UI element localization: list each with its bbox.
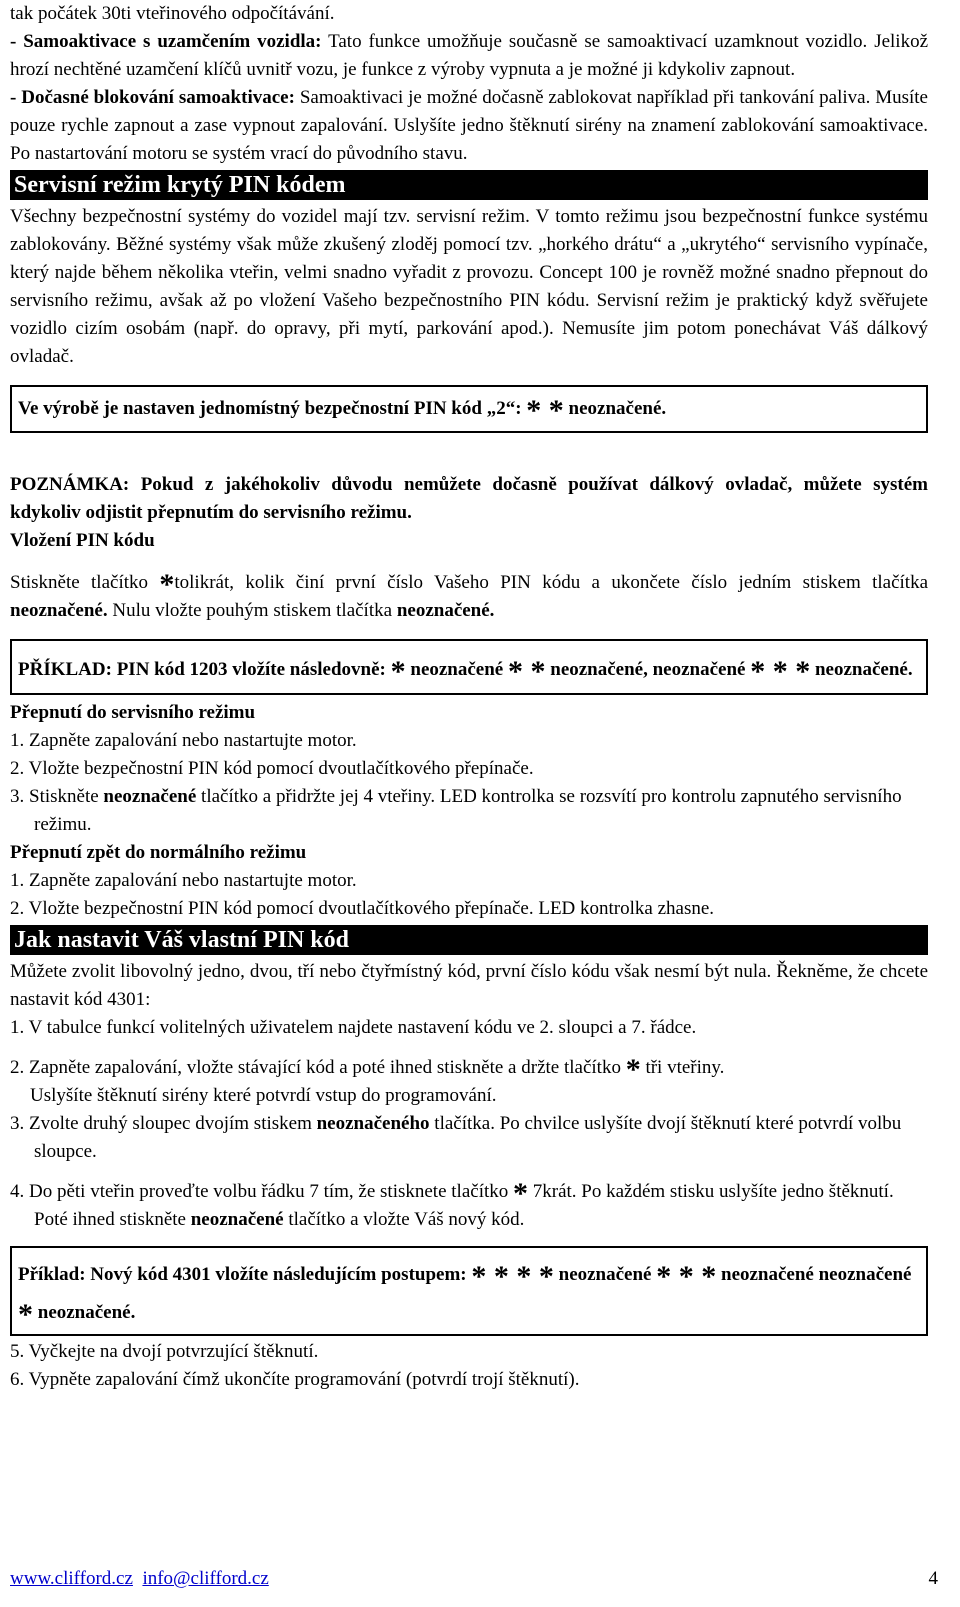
to-normal-title: Přepnutí zpět do normálního režimu <box>10 842 307 863</box>
star-symbol: * <box>513 1177 528 1210</box>
to-service-step-1: 1. Zapněte zapalování nebo nastartujte motor. <box>10 730 357 751</box>
step4-c: tlačítko a vložte Váš nový kód. <box>283 1209 525 1230</box>
autolock-paragraph <box>10 28 928 84</box>
to-service-3a: 3. Stiskněte <box>10 786 104 807</box>
block-title: - Dočasné blokování samoaktivace: <box>10 87 295 108</box>
step4-a: 4. Do pěti vteřin proveďte volbu řádku 7 tím, že stisknete tlačítko <box>10 1181 513 1202</box>
page-footer <box>10 1566 938 1592</box>
own-pin-step-2 <box>10 1053 928 1086</box>
service-body: Všechny bezpečnostní systémy do vozidel mají tzv. servisní režim. V tomto režimu jsou bezpečnostní funkce systému zablokovány. Běžné systémy však může zkušený zloděj pomocí tzv. „horkého drátu“ a „ukrytého“ servisního vypínače, který najde během několika vteřin, velmi snadno vyřadit z provozu. Concept 100 je rovněž možné snadno přepnout do servisního režimu, avšak až po vložení Vašeho bezpečnostního PIN kódu. Servisní režim je praktický když svěřujete vozidlo cizím osobám (např. do opravy, při mytí, parkování apod.). Nemusíte jim potom ponechávat Váš dálkový ovladač. <box>10 206 928 367</box>
pin-entry-c: Nulu vložte pouhým stiskem tlačítka <box>107 600 397 621</box>
own-pin-step-1: 1. V tabulce funkcí volitelných uživatelem najdete nastavení kódu ve 2. sloupci a 7. řádce. <box>10 1017 697 1038</box>
star-symbol: * <box>390 655 406 688</box>
own-pin-heading: Jak nastavit Váš vlastní PIN kód <box>10 925 928 955</box>
note-paragraph: POZNÁMKA: Pokud z jakéhokoliv důvodu nemůžete dočasně používat dálkový ovladač, můžete systém kdykoliv odjistit přepnutím do servisního režimu. <box>10 474 928 523</box>
autolock-title: - Samoaktivace s uzamčením vozidla: <box>10 31 322 52</box>
factory-pin-box <box>10 385 928 433</box>
own-pin-step-3 <box>10 1110 928 1166</box>
service-heading: Servisní režim krytý PIN kódem <box>10 170 928 200</box>
own-pin-step-4 <box>10 1178 928 1234</box>
pin-entry-a: Stiskněte tlačítko <box>10 572 160 593</box>
factory-pin-text: Ve výrobě je nastaven jednomístný bezpečnostní PIN kód „2“: <box>18 398 527 419</box>
pin-example-box <box>10 639 928 695</box>
page-number: 4 <box>928 1568 938 1589</box>
pin-example-m2: neoznačené, neoznačené <box>545 659 751 680</box>
pin-example-m3: neoznačené. <box>810 659 913 680</box>
step4-b: 7krát. Po každém stisku uslyšíte jedno štěknutí. Poté ihned stiskněte <box>34 1181 894 1230</box>
pin-entry-text <box>10 569 928 625</box>
text-column <box>10 0 928 1394</box>
star-symbol: * <box>625 1053 641 1086</box>
step2-b: tři vteřiny. <box>640 1057 725 1078</box>
star-symbol: * * <box>508 655 546 688</box>
to-service-3b: tlačítko a přidržte jej 4 vteřiny. LED kontrolka se rozsvítí pro kontrolu zapnutého servisního režimu. <box>34 786 902 835</box>
star-symbol: * * * <box>750 655 811 688</box>
pin-entry-neo1: neoznačené. <box>10 600 108 621</box>
new-pin-example-m1: neoznačené <box>553 1264 657 1285</box>
step3-a: 3. Zvolte druhý sloupec dvojím stiskem <box>10 1113 317 1134</box>
new-pin-example-m2: neoznačené neoznačené <box>716 1264 912 1285</box>
step3-b: tlačítka. Po chvilce uslyšíte dvojí štěknutí které potvrdí volbu sloupce. <box>34 1113 902 1162</box>
pin-entry-b: tolikrát, kolik činí první číslo Vašeho PIN kódu a ukončete číslo jedním stiskem tlačítka <box>174 572 928 593</box>
pin-entry-title: Vložení PIN kódu <box>10 530 155 551</box>
block-paragraph <box>10 84 928 168</box>
autolock-text: Tato funkce umožňuje současně se samoaktivací uzamknout vozidlo. Jelikož hrozí nechtěné uzamčení klíčů uvnitř vozu, je funkce z výroby vypnuta a je možné ji kdykoliv zapnout. <box>10 31 929 80</box>
to-service-step-2: 2. Vložte bezpečnostní PIN kód pomocí dvoutlačítkového přepínače. <box>10 758 534 779</box>
pin-example-pre: PŘÍKLAD: PIN kód 1203 vložíte následovně: <box>18 659 391 680</box>
to-normal-step-1: 1. Zapněte zapalování nebo nastartujte motor. <box>10 870 357 891</box>
own-pin-intro: Můžete zvolit libovolný jedno, dvou, tří nebo čtyřmístný kód, první číslo kódu však nesmí být nula. Řekněme, že chcete nastavit kód 4301: <box>10 961 928 1010</box>
new-pin-example-m3: neoznačené. <box>33 1302 136 1323</box>
star-symbol: * * * * <box>471 1260 554 1293</box>
step4-neo: neoznačené <box>190 1209 284 1230</box>
footer-links <box>10 1566 269 1592</box>
email-link[interactable]: info@clifford.cz <box>142 1568 269 1589</box>
pin-example-m1: neoznačené <box>405 659 508 680</box>
block-text: Samoaktivaci je možné dočasně zablokovat například při tankování paliva. Musíte pouze rychle zapnout a zase vypnout zapalování. Uslyšíte jedno štěknutí sirény na znamení zablokování samoaktivace. Po nastartování motoru se systém vrací do původního stavu. <box>10 87 928 164</box>
star-symbol: * * <box>526 394 564 427</box>
factory-pin-end: neoznačené. <box>563 398 667 419</box>
to-service-step-3 <box>10 783 928 839</box>
own-pin-step-5: 5. Vyčkejte na dvojí potvrzující štěknutí. <box>10 1341 319 1362</box>
to-service-title: Přepnutí do servisního režimu <box>10 702 256 723</box>
star-symbol: * * * <box>656 1260 717 1293</box>
step2-a: 2. Zapněte zapalování, vložte stávající kód a poté ihned stiskněte a držte tlačítko <box>10 1057 626 1078</box>
intro-line: tak počátek 30ti vteřinového odpočítávání. <box>10 3 335 24</box>
star-symbol: * <box>18 1298 33 1331</box>
own-pin-step-2-note: Uslyšíte štěknutí sirény které potvrdí vstup do programování. <box>30 1085 497 1106</box>
to-normal-step-2: 2. Vložte bezpečnostní PIN kód pomocí dvoutlačítkového přepínače. LED kontrolka zhasne. <box>10 898 715 919</box>
own-pin-step-6: 6. Vypněte zapalování čímž ukončíte programování (potvrdí trojí štěknutí). <box>10 1369 580 1390</box>
star-symbol: * <box>159 568 175 601</box>
pin-entry-neo2: neoznačené. <box>396 600 495 621</box>
step3-neo: neoznačeného <box>316 1113 430 1134</box>
website-link[interactable]: www.clifford.cz <box>10 1568 133 1589</box>
new-pin-example-pre: Příklad: Nový kód 4301 vložíte následujícím postupem: <box>18 1264 472 1285</box>
new-pin-example-box <box>10 1246 928 1336</box>
to-service-3-neo: neoznačené <box>103 786 197 807</box>
